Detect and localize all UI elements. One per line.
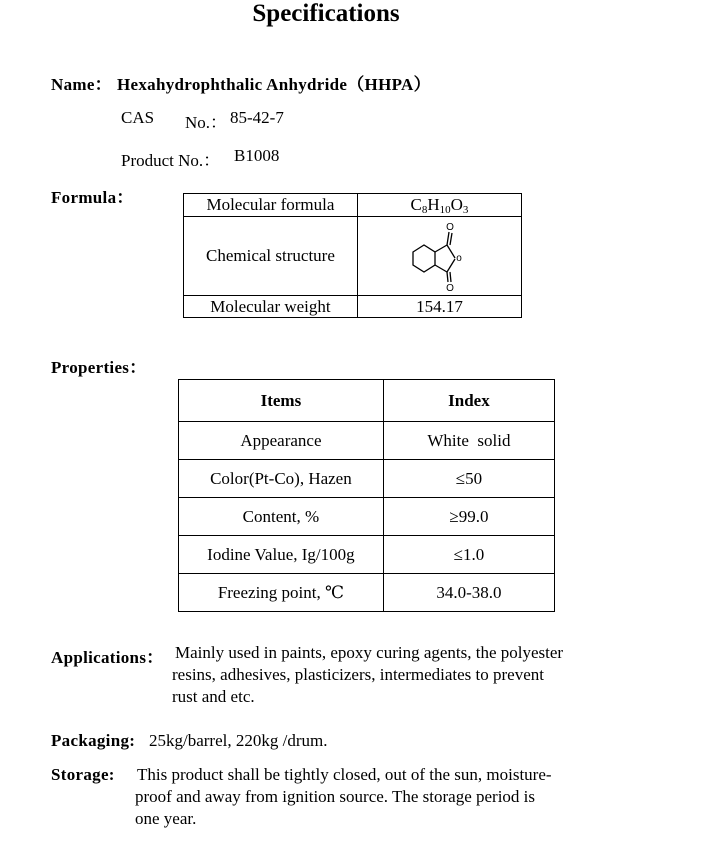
table-row: [179, 536, 555, 574]
product-no-value: B1008: [234, 146, 280, 165]
table-header-row: [179, 380, 555, 422]
storage-text-line: proof and away from ignition source. The storage period is: [135, 787, 536, 806]
column-header-index: Index: [383, 380, 554, 422]
index-cell: White solid: [383, 422, 554, 460]
chemical-structure-diagram: [399, 218, 479, 294]
formula-label: Formula：: [51, 188, 134, 207]
table-row: [179, 498, 555, 536]
cas-number: 85-42-7: [230, 108, 284, 127]
index-cell: 34.0-38.0: [383, 574, 554, 612]
item-cell: Freezing point, ℃: [179, 574, 384, 612]
chemical-structure-cell: [357, 217, 521, 296]
table-row: [179, 422, 555, 460]
formula-table: [183, 193, 522, 318]
formula-cell-label: Chemical structure: [184, 217, 358, 296]
index-cell: ≤50: [383, 460, 554, 498]
cas-no-label: No.：: [185, 113, 228, 132]
applications-text-line: resins, adhesives, plasticizers, intermediates to prevent: [172, 665, 544, 684]
index-cell: ≥99.0: [383, 498, 554, 536]
packaging-label: Packaging:: [51, 731, 136, 750]
properties-table: [178, 379, 555, 612]
applications-text-line: Mainly used in paints, epoxy curing agents, the polyester: [175, 643, 564, 662]
atom-label: o: [456, 253, 463, 264]
formula-row: [184, 296, 522, 318]
properties-label: Properties：: [51, 358, 147, 377]
storage-text-line: This product shall be tightly closed, out of the sun, moisture-: [137, 765, 552, 784]
applications-text-line: rust and etc.: [172, 687, 255, 706]
applications-label: Applications：: [51, 648, 164, 667]
item-cell: Content, %: [179, 498, 384, 536]
column-header-items: Items: [179, 380, 384, 422]
page-title: Specifications: [252, 0, 400, 27]
molecular-formula-value: $C_8H_{10}O_3$: [357, 194, 521, 217]
name-label: Name：: [51, 75, 112, 94]
product-no-label: Product No.：: [121, 151, 221, 170]
atom-label: O: [446, 222, 455, 233]
formula-row: [184, 194, 522, 217]
table-row: [179, 460, 555, 498]
item-cell: Appearance: [179, 422, 384, 460]
molecular-weight-value: 154.17: [357, 296, 521, 318]
product-name: Hexahydrophthalic Anhydride（HHPA）: [117, 75, 431, 94]
formula-row: [184, 217, 522, 296]
index-cell: ≤1.0: [383, 536, 554, 574]
formula-cell-label: Molecular formula: [184, 194, 358, 217]
cas-label: CAS: [121, 108, 155, 127]
atom-label: O: [446, 283, 455, 294]
item-cell: Color(Pt-Co), Hazen: [179, 460, 384, 498]
table-row: [179, 574, 555, 612]
packaging-value: 25kg/barrel, 220kg /drum.: [149, 731, 328, 750]
storage-label: Storage:: [51, 765, 115, 784]
storage-text-line: one year.: [135, 809, 197, 828]
formula-cell-label: Molecular weight: [184, 296, 358, 318]
item-cell: Iodine Value, Ig/100g: [179, 536, 384, 574]
